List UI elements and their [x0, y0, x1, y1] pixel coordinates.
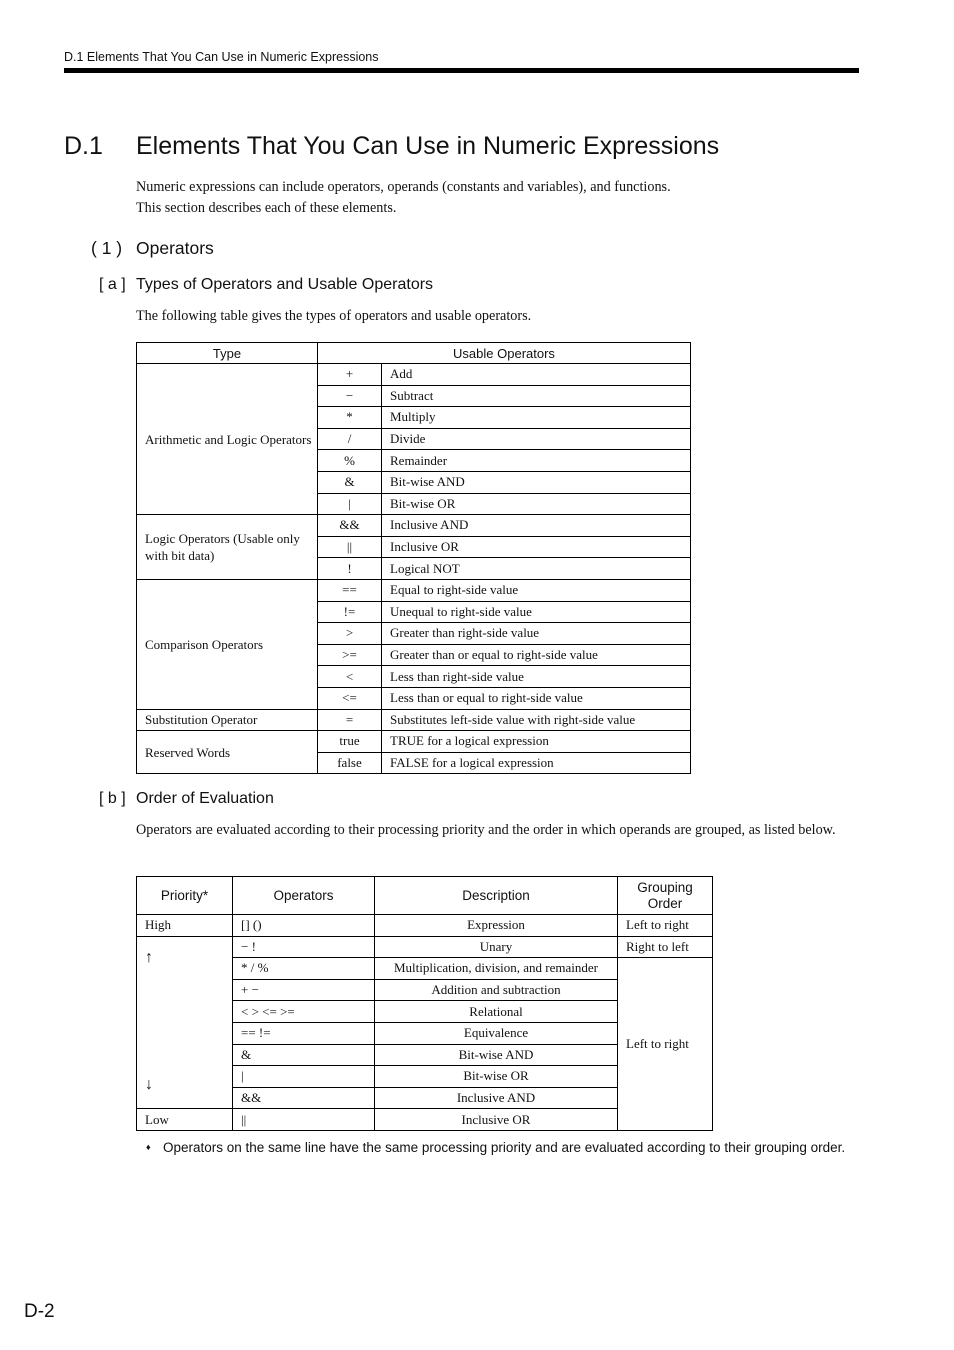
header-operators: Operators — [233, 877, 375, 915]
subsection-label: [ b ] — [99, 790, 126, 807]
operator-type-cell: Reserved Words — [137, 731, 318, 774]
subsection-text: Types of Operators and Usable Operators — [136, 276, 434, 293]
page-number: D-2 — [24, 1301, 55, 1322]
operator-description-cell: Less than or equal to right-side value — [382, 687, 691, 709]
intro-paragraph — [136, 177, 856, 219]
header-type: Type — [137, 343, 318, 364]
operator-description-cell: Greater than or equal to right-side value — [382, 644, 691, 666]
operator-symbol-cell: && — [318, 515, 382, 537]
priority-high-cell: High — [137, 915, 233, 937]
operator-description-cell: Divide — [382, 428, 691, 450]
operators-cell: * / % — [233, 958, 375, 980]
bullet-icon: ♦ — [146, 1142, 151, 1152]
description-cell: Expression — [375, 915, 618, 937]
operator-description-cell: Logical NOT — [382, 558, 691, 580]
section-text: Operators — [136, 238, 214, 258]
operator-symbol-cell: || — [318, 536, 382, 558]
operator-symbol-cell: = — [318, 709, 382, 731]
operator-description-cell: Substitutes left-side value with right-side value — [382, 709, 691, 731]
operators-cell: + − — [233, 979, 375, 1001]
operator-symbol-cell: >= — [318, 644, 382, 666]
intro-line-2: This section describes each of these elements. — [136, 200, 397, 216]
operators-cell: [] () — [233, 915, 375, 937]
table-row — [137, 709, 691, 731]
operator-symbol-cell: ! — [318, 558, 382, 580]
description-cell: Addition and subtraction — [375, 979, 618, 1001]
operator-symbol-cell: true — [318, 731, 382, 753]
description-cell: Multiplication, division, and remainder — [375, 958, 618, 980]
header-usable-operators: Usable Operators — [318, 343, 691, 364]
page-title — [64, 132, 719, 161]
operator-description-cell: Bit-wise OR — [382, 493, 691, 515]
operators-cell: < > <= >= — [233, 1001, 375, 1023]
intro-line-1: Numeric expressions can include operators, operands (constants and variables), and functions. — [136, 179, 671, 195]
evaluation-table-body — [137, 915, 713, 1131]
operator-description-cell: Add — [382, 364, 691, 386]
operator-symbol-cell: < — [318, 666, 382, 688]
operator-symbol-cell: false — [318, 752, 382, 774]
operators-cell: == != — [233, 1022, 375, 1044]
operator-symbol-cell: + — [318, 364, 382, 386]
description-cell: Bit-wise AND — [375, 1044, 618, 1066]
subsection-label: [ a ] — [99, 276, 126, 293]
table-row — [137, 936, 713, 958]
running-header: D.1 Elements That You Can Use in Numeric Expressions — [64, 50, 379, 64]
operator-symbol-cell: / — [318, 428, 382, 450]
table-header-row — [137, 343, 691, 364]
grouping-order-label: Grouping Order — [637, 879, 693, 911]
operator-type-cell: Arithmetic and Logic Operators — [137, 364, 318, 515]
subsection-heading-types — [99, 276, 433, 294]
operator-symbol-cell: % — [318, 450, 382, 472]
operator-symbol-cell: & — [318, 471, 382, 493]
operator-description-cell: FALSE for a logical expression — [382, 752, 691, 774]
operator-symbol-cell: == — [318, 579, 382, 601]
operator-description-cell: Subtract — [382, 385, 691, 407]
table-row — [137, 731, 691, 753]
description-cell: Bit-wise OR — [375, 1066, 618, 1088]
operators-cell: && — [233, 1087, 375, 1109]
table-row — [137, 364, 691, 386]
table-row — [137, 579, 691, 601]
grouping-order-cell: Left to right — [618, 915, 713, 937]
operator-symbol-cell: <= — [318, 687, 382, 709]
operator-description-cell: Bit-wise AND — [382, 471, 691, 493]
header-grouping-order — [618, 877, 713, 915]
priority-low-cell: Low — [137, 1109, 233, 1131]
table-row — [137, 515, 691, 537]
operator-description-cell: TRUE for a logical expression — [382, 731, 691, 753]
footnote — [146, 1140, 845, 1155]
operator-description-cell: Inclusive AND — [382, 515, 691, 537]
operator-description-cell: Equal to right-side value — [382, 579, 691, 601]
operators-cell: & — [233, 1044, 375, 1066]
description-cell: Inclusive AND — [375, 1087, 618, 1109]
operator-description-cell: Inclusive OR — [382, 536, 691, 558]
header-priority: Priority* — [137, 877, 233, 915]
grouping-order-cell: Right to left — [618, 936, 713, 958]
header-description: Description — [375, 877, 618, 915]
description-cell: Inclusive OR — [375, 1109, 618, 1131]
operator-description-cell: Greater than right-side value — [382, 623, 691, 645]
operator-description-cell: Less than right-side value — [382, 666, 691, 688]
operators-table-body — [137, 364, 691, 774]
table-row — [137, 915, 713, 937]
footnote-text: Operators on the same line have the same processing priority and are evaluated according to their grouping order. — [163, 1140, 846, 1155]
operators-cell: − ! — [233, 936, 375, 958]
evaluation-order-table — [136, 876, 713, 1131]
subsection-heading-order — [99, 790, 274, 808]
types-description: The following table gives the types of operators and usable operators. — [136, 308, 532, 324]
title-text: Elements That You Can Use in Numeric Expressions — [136, 132, 720, 160]
title-number: D.1 — [64, 132, 103, 160]
table-header-row — [137, 877, 713, 915]
section-label: ( 1 ) — [91, 238, 123, 258]
order-description: Operators are evaluated according to their processing priority and the order in which operands are grouped, as listed below. — [136, 822, 836, 838]
operator-symbol-cell: != — [318, 601, 382, 623]
priority-arrow-cell — [137, 936, 233, 1109]
arrow-up-icon: ↑ — [145, 948, 153, 966]
operator-type-cell: Substitution Operator — [137, 709, 318, 731]
operator-type-cell: Logic Operators (Usable only with bit data) — [137, 515, 318, 580]
operator-description-cell: Remainder — [382, 450, 691, 472]
grouping-order-cell: Left to right — [618, 958, 713, 1131]
operators-table — [136, 342, 691, 774]
operator-description-cell: Unequal to right-side value — [382, 601, 691, 623]
operator-type-cell: Comparison Operators — [137, 579, 318, 709]
section-heading-operators — [91, 238, 214, 259]
operators-cell: || — [233, 1109, 375, 1131]
description-cell: Unary — [375, 936, 618, 958]
operators-cell: | — [233, 1066, 375, 1088]
description-cell: Relational — [375, 1001, 618, 1023]
operator-symbol-cell: > — [318, 623, 382, 645]
operator-symbol-cell: | — [318, 493, 382, 515]
operator-symbol-cell: − — [318, 385, 382, 407]
description-cell: Equivalence — [375, 1022, 618, 1044]
header-rule — [64, 68, 859, 73]
operator-description-cell: Multiply — [382, 407, 691, 429]
operator-symbol-cell: * — [318, 407, 382, 429]
arrow-down-icon: ↓ — [145, 1076, 153, 1094]
subsection-text: Order of Evaluation — [136, 790, 274, 807]
